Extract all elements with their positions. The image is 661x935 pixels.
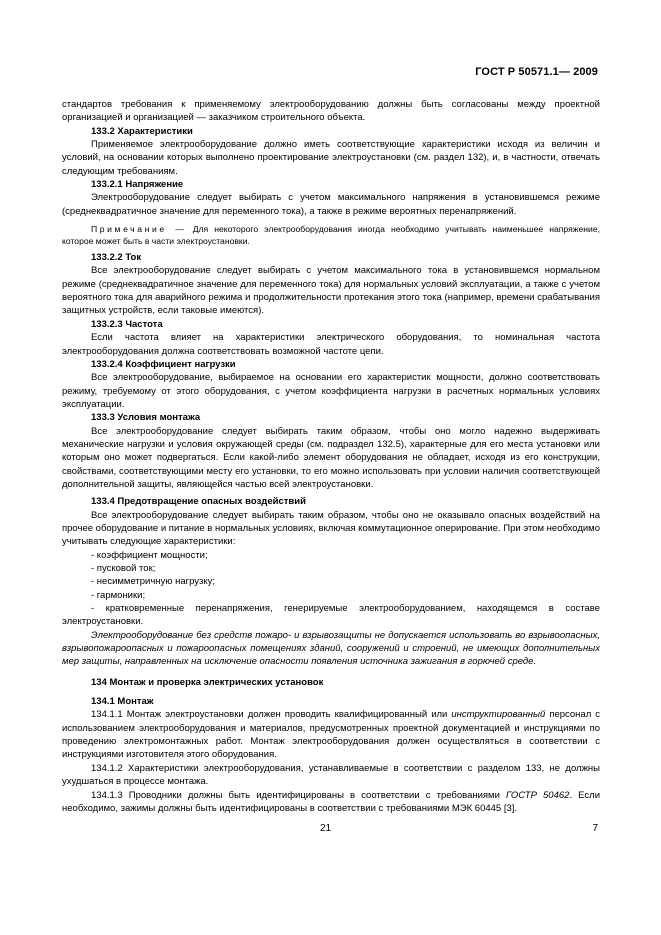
paragraph: Все электрооборудование следует выбирать таким образом, чтобы оно не оказывало опасных воздействий на прочее оборудование и питание в нормальных условиях, включая коммутационное оперирование. При этом необходимо учитывать следующие характеристики:: [62, 509, 600, 548]
paragraph: стандартов требования к применяемому электрооборудованию должны быть согласованы между проектной организацией и организацией — заказчиком строительного объекта.: [62, 99, 600, 124]
section-heading: 133.2.2 Ток: [91, 252, 142, 264]
list-item: - коэффициент мощности;: [91, 549, 208, 561]
text-run: . Если необходимо, зажимы должны быть идентифицированы в соответствии с требованиями МЭК 60445 [3].: [62, 789, 600, 814]
text-run-italic: инструктированный: [451, 709, 546, 721]
paragraph: [62, 708, 600, 761]
section-heading: 134 Монтаж и проверка электрических установок: [91, 676, 324, 688]
list-item: - несимметричную нагрузку;: [91, 576, 216, 588]
note-text: Для некоторого электрооборудования иногда необходимо учитывать наименьшее напряжение, которое может быть в части электроустановки.: [62, 224, 600, 247]
section-heading: 133.3 Условия монтажа: [91, 412, 201, 424]
paragraph: Электрооборудование следует выбирать с учетом максимального напряжения в установившемся режиме (среднеквадратичное значение для переменного тока), а также в режиме вероятных перенапряжений.: [62, 192, 600, 217]
section-heading: 134.1 Монтаж: [91, 696, 154, 708]
paragraph: Если частота влияет на характеристики электрического оборудования, то номинальная частота электрооборудования должна соответствовать возможной частоте цепи.: [62, 332, 600, 357]
text-run: 134.1.1 Монтаж электроустановки должен проводить квалифицированный или: [91, 709, 452, 721]
page-body: [62, 98, 600, 815]
paragraph: Все электрооборудование следует выбирать с учетом максимального тока в установившемся нормальном режиме (среднеквадратичное значение для переменного тока) для нормальных условий эксплуатации, а также с учетом вероятного тока для аварийного режима и продолжительности протекания этого тока (например, времени срабатывания защитных устройств, если таковые имеются).: [62, 265, 600, 317]
text-run-italic: ГОСТР 50462: [506, 789, 570, 801]
list-item: - кратковременные перенапряжения, генерируемые электрооборудованием, находящемся в составе электроустановки.: [62, 603, 600, 628]
document-header: ГОСТ Р 50571.1— 2009: [475, 66, 598, 78]
paragraph: Применяемое электрооборудование должно иметь соответствующие характеристики исходя из величин и условий, на основании которых выполнено проектирование электроустановки (см. раздел 132), и, в частности, отвечать следующим требованиям.: [62, 139, 600, 177]
paragraph-italic: Электрооборудование без средств пожаро- и взрывозащиты не допускается использовать во взрывоопасных, взрывопожароопасных и пожароопасных помещениях зданий, сооружений и строений, не имеющих дополнительных мер защиты, направленных на исключение опасности появления источника зажигания в горючей среде.: [62, 629, 600, 668]
paragraph: Все электрооборудование, выбираемое на основании его характеристик мощности, должно соответствовать режиму, требуемому от этого оборудования, с учетом коэффициента нагрузки в расчетных нормальных условиях эксплуатации.: [62, 372, 600, 410]
note-label: Примечание —: [91, 224, 187, 235]
list-item: - пусковой ток;: [91, 563, 156, 574]
list-item: - гармоники;: [91, 589, 146, 601]
section-heading: 133.2.4 Коэффициент нагрузки: [91, 358, 236, 370]
paragraph: [62, 789, 600, 816]
sheet-number: 7: [592, 823, 598, 834]
section-heading: 133.2.1 Напряжение: [91, 179, 184, 191]
text-run: 134.1.3 Проводники должны быть идентифицированы в соответствии с требованиями: [91, 789, 506, 801]
paragraph: Все электрооборудование следует выбирать таким образом, чтобы оно могло надежно выдерживать механические нагрузки и условия окружающей среды (см. подраздел 132.5), характерные для его места установки или которым оно может подвергаться. Если какой-либо элемент оборудования не обладает, исходя из его конструкции, свойствами, соответствующими месту его установки, то его можно использовать при условии наличия соответствующей дополнительной защиты, являющейся частью всей электроустановки.: [62, 425, 600, 490]
text-run: персонал с использованием электрооборудования и материалов, предусмотренных проектной документацией и инструкциями по проведению электромонтажных работ. Монтаж электрооборудования должен осуществляться в соответствии с инструкциями изготовителя этого оборудования.: [62, 709, 601, 761]
section-heading: 133.2 Характеристики: [91, 125, 193, 137]
section-heading: 133.2.3 Частота: [91, 318, 163, 330]
note: [62, 223, 600, 247]
page-number: 21: [320, 823, 332, 834]
section-heading: 133.4 Предотвращение опасных воздействий: [91, 496, 306, 508]
paragraph: 134.1.2 Характеристики электрооборудования, устанавливаемые в соответствии с разделом 133, не должны ухудшаться в процессе монтажа.: [62, 762, 600, 788]
